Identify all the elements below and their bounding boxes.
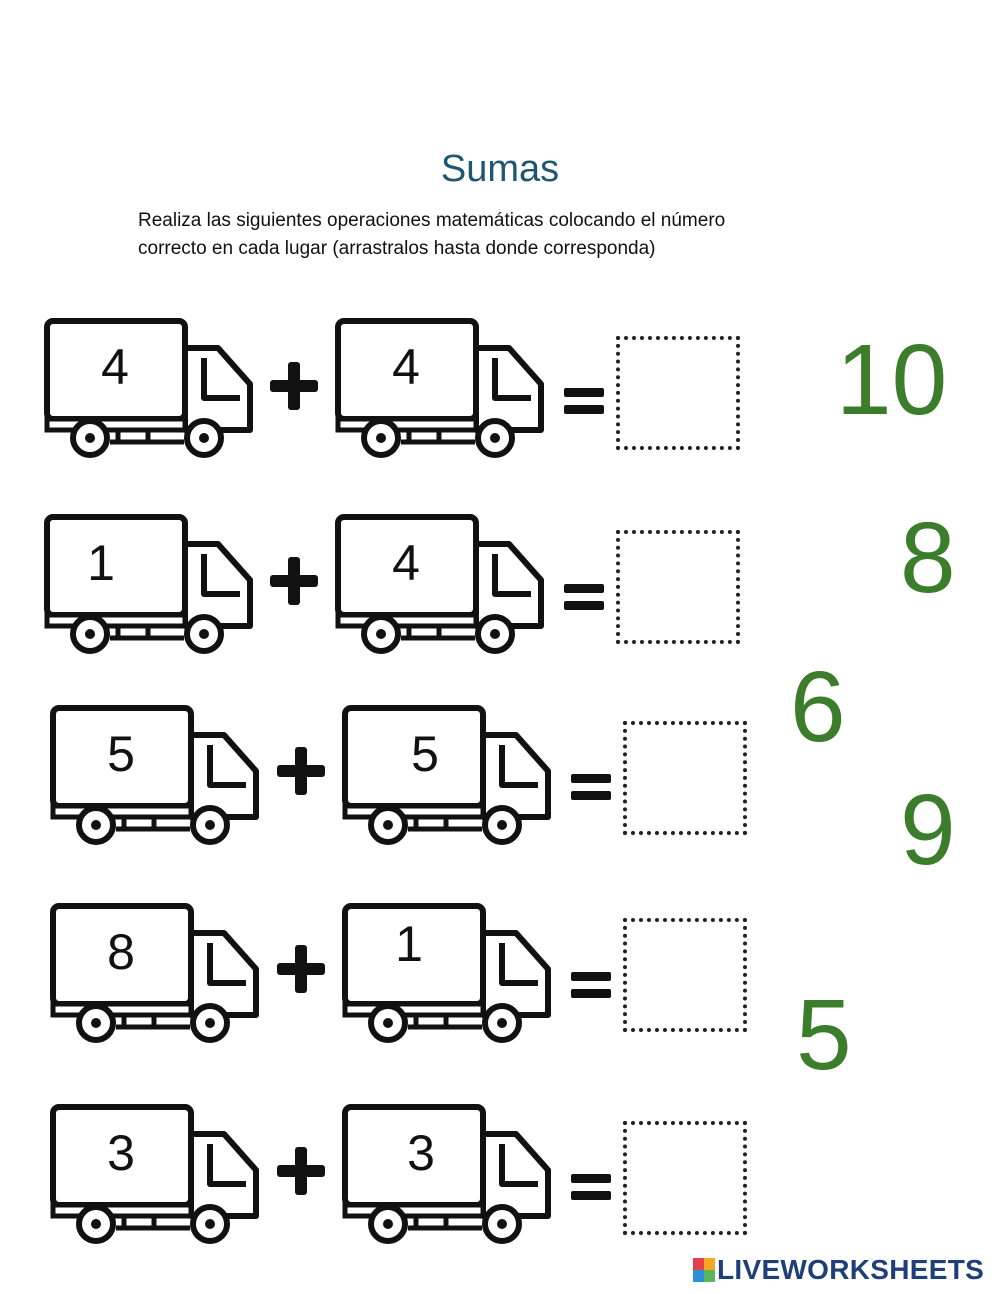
equals-sign xyxy=(571,772,611,802)
addend-value: 1 xyxy=(395,916,423,972)
page-title: Sumas xyxy=(440,148,560,190)
equals-sign xyxy=(564,582,604,612)
brand-name: LIVEWORKSHEETS xyxy=(717,1254,985,1285)
answer-drop-box[interactable] xyxy=(623,918,747,1032)
addend-value: 4 xyxy=(101,339,129,395)
plus-sign xyxy=(275,1145,327,1197)
addend-value: 5 xyxy=(411,726,439,782)
addend-truck xyxy=(50,1104,262,1244)
answer-drop-box[interactable] xyxy=(623,721,747,835)
addend-truck xyxy=(44,318,256,458)
draggable-number-option[interactable]: 6 xyxy=(790,651,846,763)
liveworksheets-logo-icon xyxy=(693,1258,715,1282)
plus-sign xyxy=(268,360,320,412)
addend-value: 8 xyxy=(107,924,135,980)
addend-truck xyxy=(335,514,547,654)
plus-sign xyxy=(268,555,320,607)
addend-value: 1 xyxy=(87,535,115,591)
answer-drop-box[interactable] xyxy=(616,336,740,450)
addend-truck xyxy=(50,705,262,845)
addend-value: 3 xyxy=(407,1125,435,1181)
draggable-number-option[interactable]: 8 xyxy=(900,502,956,614)
instructions-line-2: correcto en cada lugar (arrastralos hasta donde corresponda) xyxy=(138,238,656,259)
addend-truck xyxy=(335,318,547,458)
instructions xyxy=(138,207,798,263)
equals-sign xyxy=(571,1172,611,1202)
equals-sign xyxy=(571,970,611,1000)
brand-logo xyxy=(693,1254,984,1286)
plus-sign xyxy=(275,745,327,797)
addend-truck xyxy=(342,1104,554,1244)
equals-sign xyxy=(564,386,604,416)
draggable-number-option[interactable]: 9 xyxy=(900,774,956,886)
instructions-line-1: Realiza las siguientes operaciones matemáticas colocando el número xyxy=(138,210,726,231)
addend-value: 4 xyxy=(392,535,420,591)
addend-value: 4 xyxy=(392,339,420,395)
plus-sign xyxy=(275,943,327,995)
answer-drop-box[interactable] xyxy=(623,1121,747,1235)
draggable-number-option[interactable]: 10 xyxy=(836,324,948,436)
answer-drop-box[interactable] xyxy=(616,530,740,644)
draggable-number-option[interactable]: 5 xyxy=(796,979,852,1091)
addend-truck xyxy=(50,903,262,1043)
addend-value: 3 xyxy=(107,1125,135,1181)
addend-value: 5 xyxy=(107,726,135,782)
addend-truck xyxy=(342,705,554,845)
addend-truck xyxy=(342,903,554,1043)
addend-truck xyxy=(44,514,256,654)
